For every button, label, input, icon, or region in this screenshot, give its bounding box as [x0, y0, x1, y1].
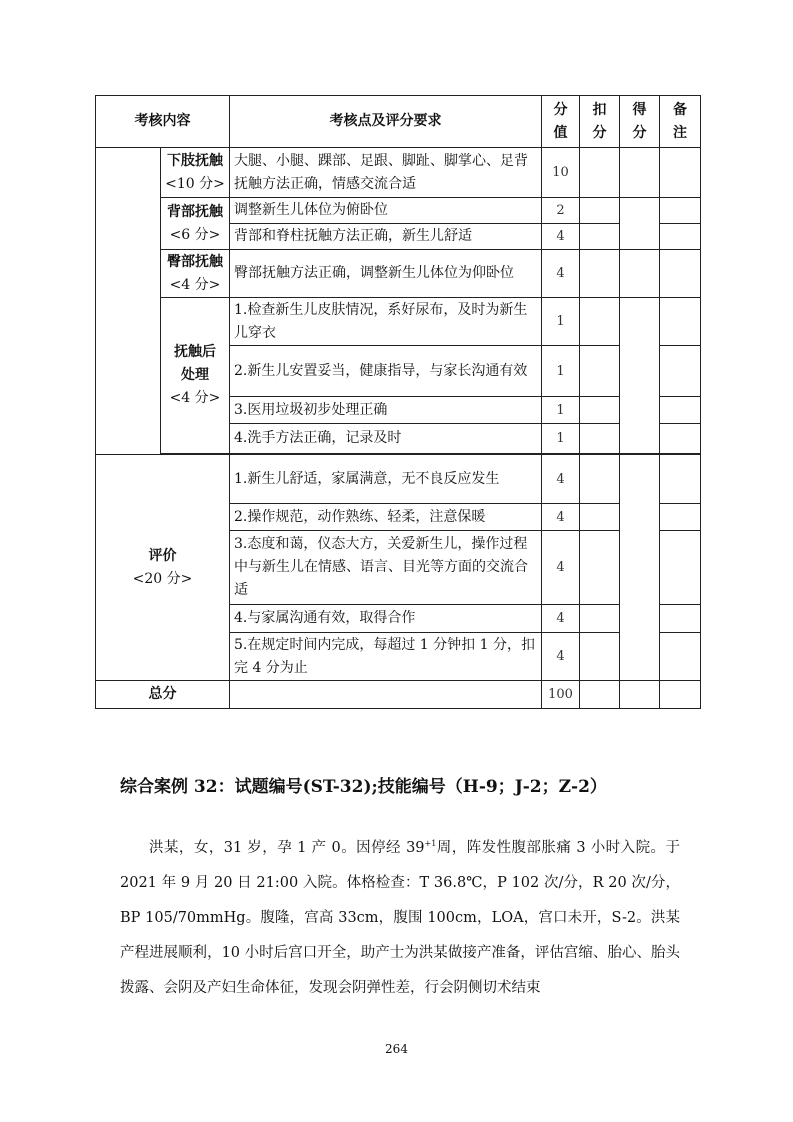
header-note: 备注: [660, 96, 701, 148]
total-empty-cell: [230, 681, 542, 709]
item-score: 2: [542, 198, 580, 224]
note-cell: [660, 455, 701, 504]
note-cell: [660, 531, 701, 605]
item-text: 2.新生儿安置妥当，健康指导，与家长沟通有效: [230, 346, 542, 397]
header-score: 分值: [542, 96, 580, 148]
note-cell: [660, 504, 701, 531]
table-row: [96, 250, 701, 298]
case-title: 综合案例 32：试题编号(ST-32);技能编号（H-9；J-2；Z-2）: [120, 777, 607, 797]
item-text: 调整新生儿体位为俯卧位: [230, 198, 542, 224]
note-cell: [660, 346, 701, 397]
note-cell: [660, 298, 701, 346]
note-cell: [660, 633, 701, 681]
deduct-cell: [580, 298, 620, 346]
item-text: 3.态度和蔼，仪态大方，关爱新生儿，操作过程中与新生儿在情感、语言、目光等方面的交流合适: [230, 531, 542, 605]
got-cell: [620, 198, 660, 250]
deduct-cell: [580, 633, 620, 681]
item-score: 1: [542, 397, 580, 424]
item-score: 1: [542, 424, 580, 454]
table-row: [96, 148, 701, 198]
item-text: 4.洗手方法正确，记录及时: [230, 424, 542, 454]
item-text: 1.检查新生儿皮肤情况，系好尿布，及时为新生儿穿衣: [230, 298, 542, 346]
item-score: 1: [542, 346, 580, 397]
header-points: 考核点及评分要求: [230, 96, 542, 148]
header-deduct: 扣分: [580, 96, 620, 148]
deduct-cell: [580, 250, 620, 298]
item-text: 3.医用垃圾初步处理正确: [230, 397, 542, 424]
deduct-cell: [580, 504, 620, 531]
header-got: 得分: [620, 96, 660, 148]
item-text: 大腿、小腿、踝部、足跟、脚趾、脚掌心、足背抚触方法正确，情感交流合适: [230, 148, 542, 198]
table-row: [96, 298, 701, 346]
deduct-cell: [580, 198, 620, 224]
got-cell: [620, 681, 660, 709]
note-cell: [660, 424, 701, 454]
assessment-table: [95, 95, 701, 709]
note-cell: [660, 605, 701, 633]
got-cell: [620, 250, 660, 298]
deduct-cell: [580, 681, 620, 709]
item-text: 臀部抚触方法正确，调整新生儿体位为仰卧位: [230, 250, 542, 298]
item-text: 1.新生儿舒适，家属满意，无不良反应发生: [230, 455, 542, 504]
item-score: 4: [542, 455, 580, 504]
note-cell: [660, 198, 701, 224]
operation-group-cell: [96, 148, 161, 455]
item-text: 背部和脊柱抚触方法正确，新生儿舒适: [230, 224, 542, 250]
deduct-cell: [580, 397, 620, 424]
item-score: 4: [542, 504, 580, 531]
table-row: [96, 198, 701, 224]
deduct-cell: [580, 346, 620, 397]
item-score: 4: [542, 633, 580, 681]
item-score: 4: [542, 224, 580, 250]
deduct-cell: [580, 455, 620, 504]
case-description: 洪某，女，31 岁，孕 1 产 0。因停经 $39^{+1}$周，阵发性腹部胀痛 3 小时入院。于 2021 年 9 月 20 日 21:00 入院。体格检查：T 36.8℃，P 102 次/分，R 20 次/分，BP 105/70mmHg。腹隆，宫高 33cm，腹围 100cm，LOA，宫口未开，S-2。洪某产程进展顺利，10 小时后宫口开全，助产士为洪某做接产准备，评估宫缩、胎心、胎头拨露、会阴及产妇生命体征，发现会阴弹性差，行会阴侧切术结束: [120, 839, 680, 996]
deduct-cell: [580, 424, 620, 454]
got-cell: [620, 148, 660, 198]
item-score: 4: [542, 250, 580, 298]
item-text: 2.操作规范，动作熟练、轻柔，注意保暖: [230, 504, 542, 531]
note-cell: [660, 250, 701, 298]
got-cell: [620, 298, 660, 454]
deduct-cell: [580, 224, 620, 250]
category-cell: 臀部抚触 <4 分>: [161, 250, 230, 298]
item-score: 1: [542, 298, 580, 346]
got-cell: [620, 455, 660, 681]
item-text: 4.与家属沟通有效，取得合作: [230, 605, 542, 633]
note-cell: [660, 397, 701, 424]
deduct-cell: [580, 148, 620, 198]
category-cell: 抚触后处理 <4 分>: [161, 298, 230, 454]
page-number: 264: [385, 1042, 408, 1056]
deduct-cell: [580, 531, 620, 605]
item-score: 4: [542, 531, 580, 605]
header-content: 考核内容: [96, 96, 230, 148]
table-row: [96, 455, 701, 504]
category-cell: 下肢抚触 <10 分>: [161, 148, 230, 198]
evaluation-cell: 评价 <20 分>: [96, 455, 230, 681]
item-text: 5.在规定时间内完成，每超过 1 分钟扣 1 分，扣完 4 分为止: [230, 633, 542, 681]
total-label: 总分: [96, 681, 230, 709]
deduct-cell: [580, 605, 620, 633]
total-score: 100: [542, 681, 580, 709]
note-cell: [660, 224, 701, 250]
total-row: [96, 681, 701, 709]
item-score: 4: [542, 605, 580, 633]
note-cell: [660, 681, 701, 709]
item-score: 10: [542, 148, 580, 198]
note-cell: [660, 148, 701, 198]
table-header-row: [96, 96, 701, 148]
category-cell: 背部抚触 <6 分>: [161, 198, 230, 250]
